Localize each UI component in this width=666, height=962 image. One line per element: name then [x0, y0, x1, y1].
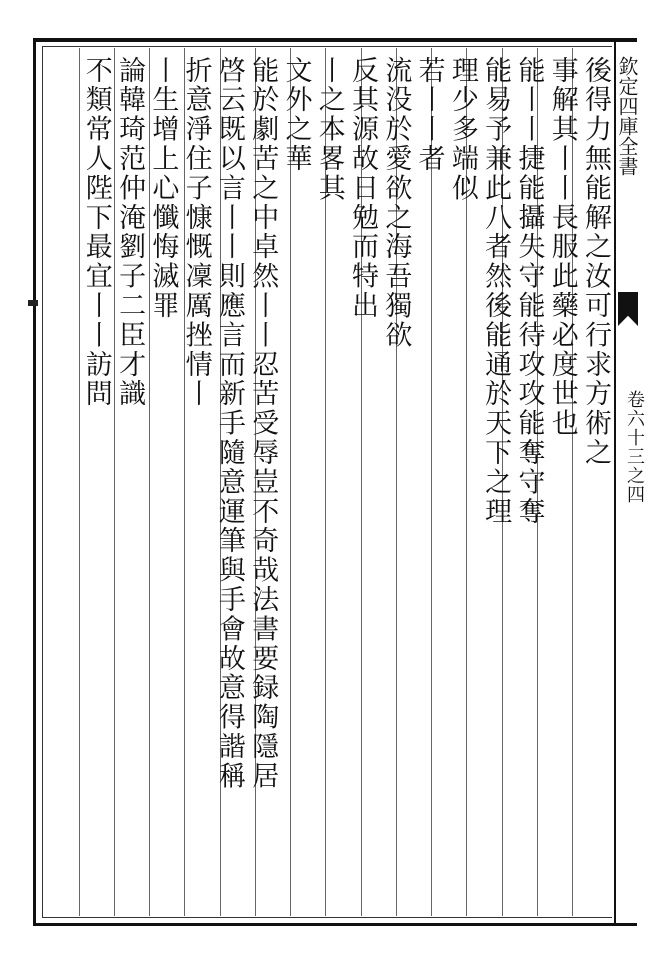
text-column: 後得力無能解之汝可行求方術之 [580, 56, 611, 468]
text-column: 若丨丨者 [413, 56, 445, 174]
text-columns [46, 52, 612, 916]
volume-label: 卷六十三之四 [624, 390, 645, 504]
text-column: 不類常人陛下最宜丨丨訪問 [80, 56, 112, 409]
text-column: 事解其丨丨長服此藥必度世也 [546, 56, 578, 439]
text-column: 折意淨住子慷慨凜厲挫情丨 [180, 56, 212, 409]
text-column: 理少多端似 [446, 56, 478, 203]
text-column: 能丨丨捷能攝失守能待攻攻能奪守奪 [513, 56, 545, 527]
text-column: 論韓琦范仲淹劉子二臣才識 [114, 56, 146, 409]
text-column: 反其源故日勉而特出 [347, 56, 379, 321]
banxin-head-title: 欽定四庫全書 [615, 56, 639, 176]
edge-mark [28, 300, 38, 306]
text-column: 啓云既以言丨丨則應言而新手隨意運筆與手會故意得諧稱 [213, 56, 245, 791]
text-column: 能易予兼此八者然後能通於天下之理 [480, 56, 512, 527]
text-column: 文外之華 [280, 56, 312, 174]
text-column: 能於劇苦之中卓然丨丨忍苦受辱豈不奇哉法書要録陶隱居 [247, 56, 279, 791]
text-column: 丨之本畧其 [313, 56, 345, 203]
text-column: 流没於愛欲之海吾獨欲 [380, 56, 412, 350]
text-column: 丨生增上心懺悔滅罪 [147, 56, 179, 321]
